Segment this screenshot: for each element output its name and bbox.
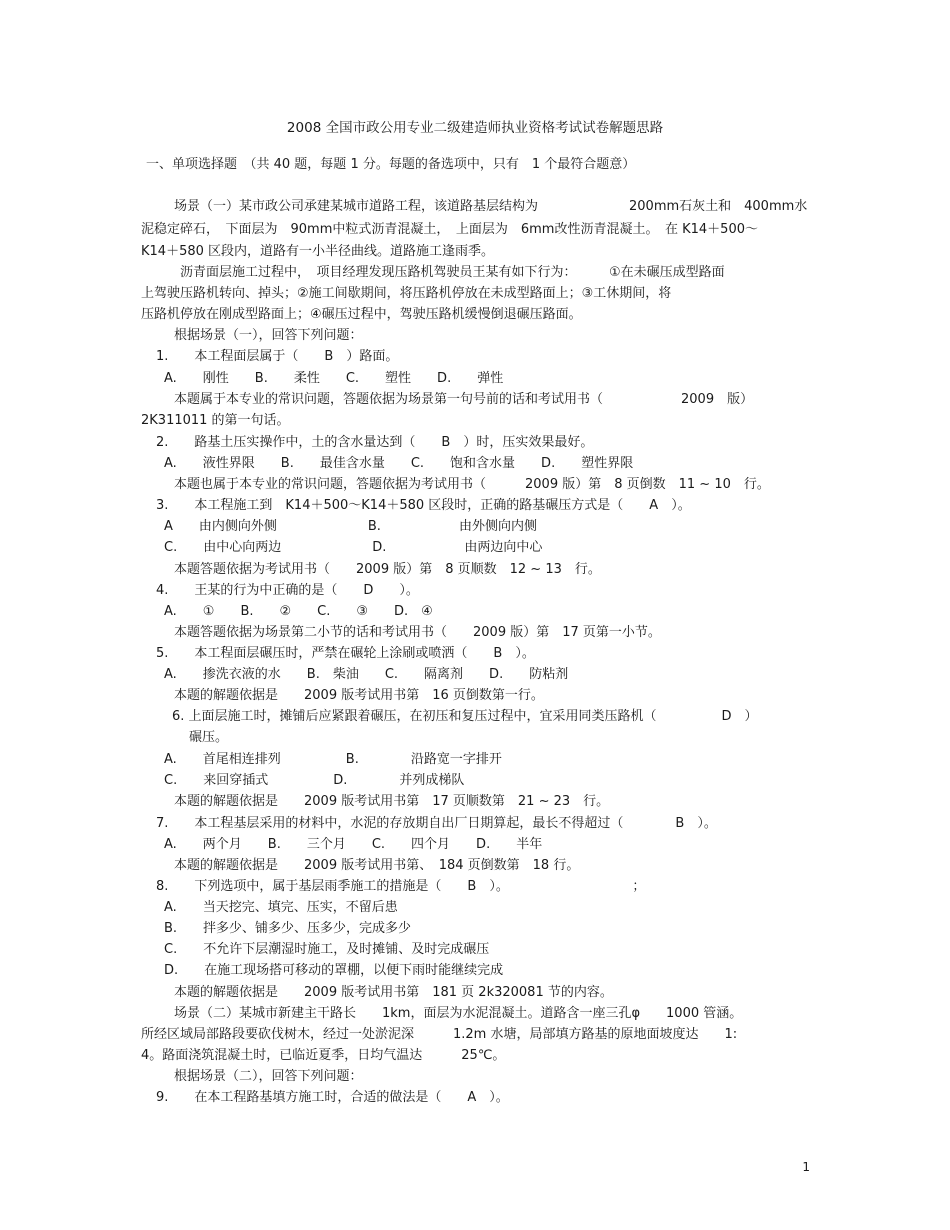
explanation-1: 本题属于本专业的常识问题，答题依据为场景第一句号前的话和考试用书（ 2009 版）	[174, 392, 754, 407]
text-line: 泥稳定碎石， 下面层为 90mm中粒式沥青混凝土， 上面层为 6mm改性沥青混凝土。 在 K14＋500～	[141, 222, 758, 237]
text-line: 根据场景（一），回答下列问题：	[174, 328, 363, 343]
page-number: 1	[802, 1160, 810, 1174]
text-line: 4。路面浇筑混凝土时，已临近夏季，日均气温达 25℃。	[141, 1048, 506, 1063]
question-9: 9. 在本工程路基填方施工时，合适的做法是（ A ）。	[156, 1090, 509, 1105]
explanation-3: 本题答题依据为考试用书（ 2009 版）第 8 页顺数 12 ~ 13 行。	[174, 562, 601, 577]
question-4: 4. 王某的行为中正确的是（ D ）。	[156, 583, 419, 598]
explanation-2: 本题也属于本专业的常识问题，答题依据为考试用书（ 2009 版）第 8 页倒数 11 ~ 10 行。	[174, 477, 770, 492]
question-7: 7. 本工程基层采用的材料中，水泥的存放期自出厂日期算起，最长不得超过（ B ）。	[156, 816, 717, 831]
question-1: 1. 本工程面层属于（ B ）路面。	[156, 349, 399, 364]
options-5: A. 掺洗衣液的水 B. 柴油 C. 隔离剂 D. 防粘剂	[164, 667, 569, 682]
explanation-6: 本题的解题依据是 2009 版考试用书第 17 页顺数第 21 ~ 23 行。	[174, 794, 610, 809]
options-6-ab: A. 首尾相连排列 B. 沿路宽一字排开	[164, 752, 502, 767]
option-8-c: C. 不允许下层潮湿时施工，及时摊铺、及时完成碾压	[164, 942, 490, 957]
text-line: K14＋580 区段内，道路有一小半径曲线。道路施工逢雨季。	[141, 244, 495, 259]
option-8-a: A. 当天挖完、填完、压实，不留后患	[164, 900, 398, 915]
explanation-1-cont: 2K311011 的第一句话。	[141, 413, 290, 428]
question-2: 2. 路基土压实操作中，土的含水量达到（ B ）时，压实效果最好。	[156, 435, 594, 450]
options-1: A. 刚性 B. 柔性 C. 塑性 D. 弹性	[164, 371, 504, 386]
question-3: 3. 本工程施工到 K14＋500～K14＋580 区段时，正确的路基碾压方式是（ A ）。	[156, 498, 691, 513]
text-line: 根据场景（二），回答下列问题：	[174, 1069, 363, 1084]
options-4: A. ① B. ② C. ③ D. ④	[164, 604, 433, 619]
text-line: 沥青面层施工过程中， 项目经理发现压路机驾驶员王某有如下行为： ①在未碾压成型路面	[180, 265, 725, 280]
section-heading: 一、单项选择题 （共 40 题，每题 1 分。每题的备选项中，只有 1 个最符合题意）	[146, 157, 636, 172]
options-3-cd: C. 由中心向两边 D. 由两边向中心	[164, 540, 543, 555]
explanation-8: 本题的解题依据是 2009 版考试用书第 181 页 2k320081 节的内容。	[174, 985, 613, 1000]
text-line: 上驾驶压路机转向、掉头；②施工间歇期间，将压路机停放在未成型路面上；③工休期间，将	[141, 286, 672, 301]
question-6-cont: 碾压。	[189, 730, 229, 745]
question-5: 5. 本工程面层碾压时，严禁在碾轮上涂刷或喷洒（ B ）。	[156, 646, 535, 661]
text-line: 压路机停放在刚成型路面上；④碾压过程中，驾驶压路机缓慢倒退碾压路面。	[141, 307, 582, 322]
document-title: 2008 全国市政公用专业二级建造师执业资格考试试卷解题思路	[286, 120, 664, 136]
option-8-b: B. 拌多少、铺多少、压多少，完成多少	[164, 921, 412, 936]
question-8: 8. 下列选项中，属于基层雨季施工的措施是（ B ）。 ；	[156, 879, 646, 894]
options-3-ab: A 由内侧向外侧 B. 由外侧向内侧	[164, 519, 537, 534]
options-2: A. 液性界限 B. 最佳含水量 C. 饱和含水量 D. 塑性界限	[164, 456, 634, 471]
text-line: 场景（一）某市政公司承建某城市道路工程，该道路基层结构为 200mm石灰土和 400mm水	[174, 199, 808, 214]
text-line: 所经区域局部路段要砍伐树木，经过一处淤泥深 1.2m 水塘，局部填方路基的原地面坡度达 1:	[141, 1027, 738, 1042]
explanation-4: 本题答题依据为场景第二小节的话和考试用书（ 2009 版）第 17 页第一小节。	[174, 625, 661, 640]
text-line: 场景（二）某城市新建主干路长 1km，面层为水泥混凝土。道路含一座三孔φ 1000 管涵。	[174, 1006, 743, 1021]
explanation-5: 本题的解题依据是 2009 版考试用书第 16 页倒数第一行。	[174, 688, 544, 703]
explanation-7: 本题的解题依据是 2009 版考试用书第、 184 页倒数第 18 行。	[174, 858, 580, 873]
options-7: A. 两个月 B. 三个月 C. 四个月 D. 半年	[164, 837, 543, 852]
question-6: 6. 上面层施工时，摊铺后应紧跟着碾压，在初压和复压过程中，宜采用同类压路机（ D ）	[172, 709, 758, 724]
options-6-cd: C. 来回穿插式 D. 并列成梯队	[164, 773, 465, 788]
option-8-d: D. 在施工现场搭可移动的罩棚，以便下雨时能继续完成	[164, 963, 504, 978]
